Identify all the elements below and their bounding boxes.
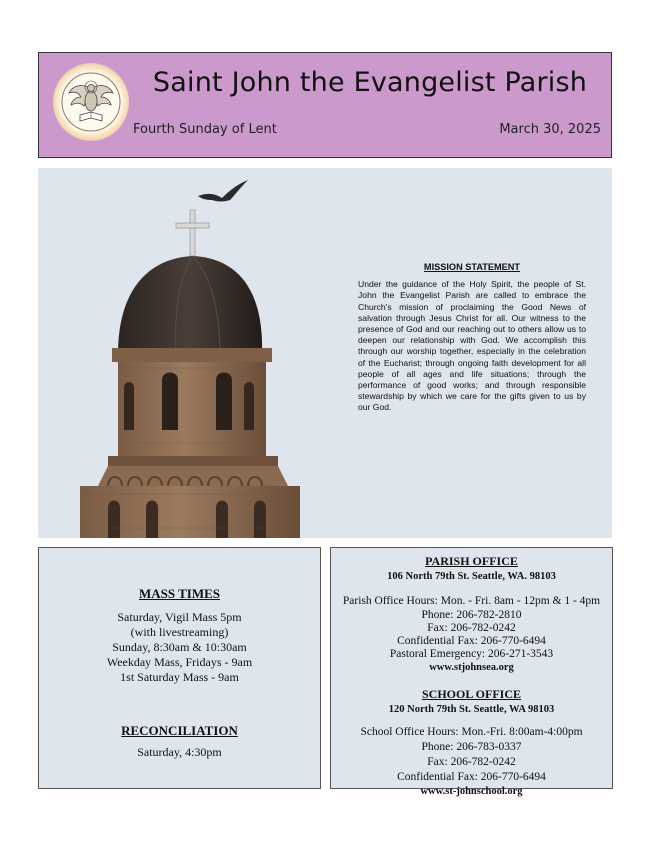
- parish-office-confidential-fax: Confidential Fax: 206-770-6494: [397, 635, 546, 647]
- school-office-hours: School Office Hours: Mon.-Fri. 8:00am-4:00pm: [360, 726, 583, 738]
- mass-time-line: Weekday Mass, Fridays - 9am: [106, 655, 253, 669]
- parish-office-emergency: Pastoral Emergency: 206-271-3543: [389, 648, 554, 660]
- parish-office-phone: Phone: 206-782-2810: [421, 609, 522, 621]
- reconciliation-time: Saturday, 4:30pm: [137, 745, 222, 759]
- parish-office-hours: Parish Office Hours: Mon. - Fri. 8am - 12pm & 1 - 4pm: [342, 595, 601, 607]
- school-office-confidential-fax: Confidential Fax: 206-770-6494: [397, 771, 546, 783]
- eagle-seal-icon: [61, 71, 121, 133]
- parish-office-title: PARISH OFFICE: [425, 554, 518, 568]
- mission-title: MISSION STATEMENT: [423, 262, 521, 272]
- school-office-address: 120 North 79th St. Seattle, WA 98103: [388, 704, 555, 715]
- reconciliation-title: RECONCILIATION: [121, 723, 238, 738]
- mass-time-line: 1st Saturday Mass - 9am: [120, 670, 239, 684]
- parish-title: Saint John the Evangelist Parish: [152, 67, 588, 98]
- mass-time-line: Saturday, Vigil Mass 5pm: [117, 610, 242, 624]
- mass-time-line: (with livestreaming): [130, 625, 229, 639]
- mass-times-title: MASS TIMES: [138, 586, 221, 601]
- parish-office-address: 106 North 79th St. Seattle, WA. 98103: [387, 571, 556, 582]
- mission-statement: [358, 262, 586, 414]
- school-office-title: SCHOOL OFFICE: [421, 687, 522, 701]
- mass-times-panel: [38, 547, 321, 789]
- parish-seal: [53, 63, 129, 141]
- hero-panel: [38, 168, 612, 538]
- school-office-phone: Phone: 206-783-0337: [421, 741, 522, 753]
- bulletin-header: [38, 52, 612, 158]
- bell-tower-image: [38, 168, 338, 538]
- office-info-panel: [330, 547, 613, 797]
- mission-text: Under the guidance of the Holy Spirit, the people of St. John the Evangelist Parish are called to embrace the Church's mission of proclaiming the Good News of salvation through Jesus Christ for all. Our witness to the presence of God and our reaching out to others allow us to deepen our relationship with God. We accomplish this through our worship together, especially in the celebration of the Eucharist; through ongoing faith development for all people of all ages and life situations; through the performance of good works; and through responsible stewardship by which we care for the gifts given to us by our God.: [358, 279, 586, 413]
- parish-office-fax: Fax: 206-782-0242: [427, 622, 516, 634]
- school-website-link[interactable]: www.st-johnschool.org: [420, 786, 523, 797]
- mass-time-line: Sunday, 8:30am & 10:30am: [112, 640, 247, 654]
- liturgical-day: Fourth Sunday of Lent: [133, 122, 277, 137]
- bulletin-date: March 30, 2025: [499, 122, 601, 137]
- school-office-fax: Fax: 206-782-0242: [427, 756, 516, 768]
- parish-website-link[interactable]: www.stjohnsea.org: [429, 662, 514, 673]
